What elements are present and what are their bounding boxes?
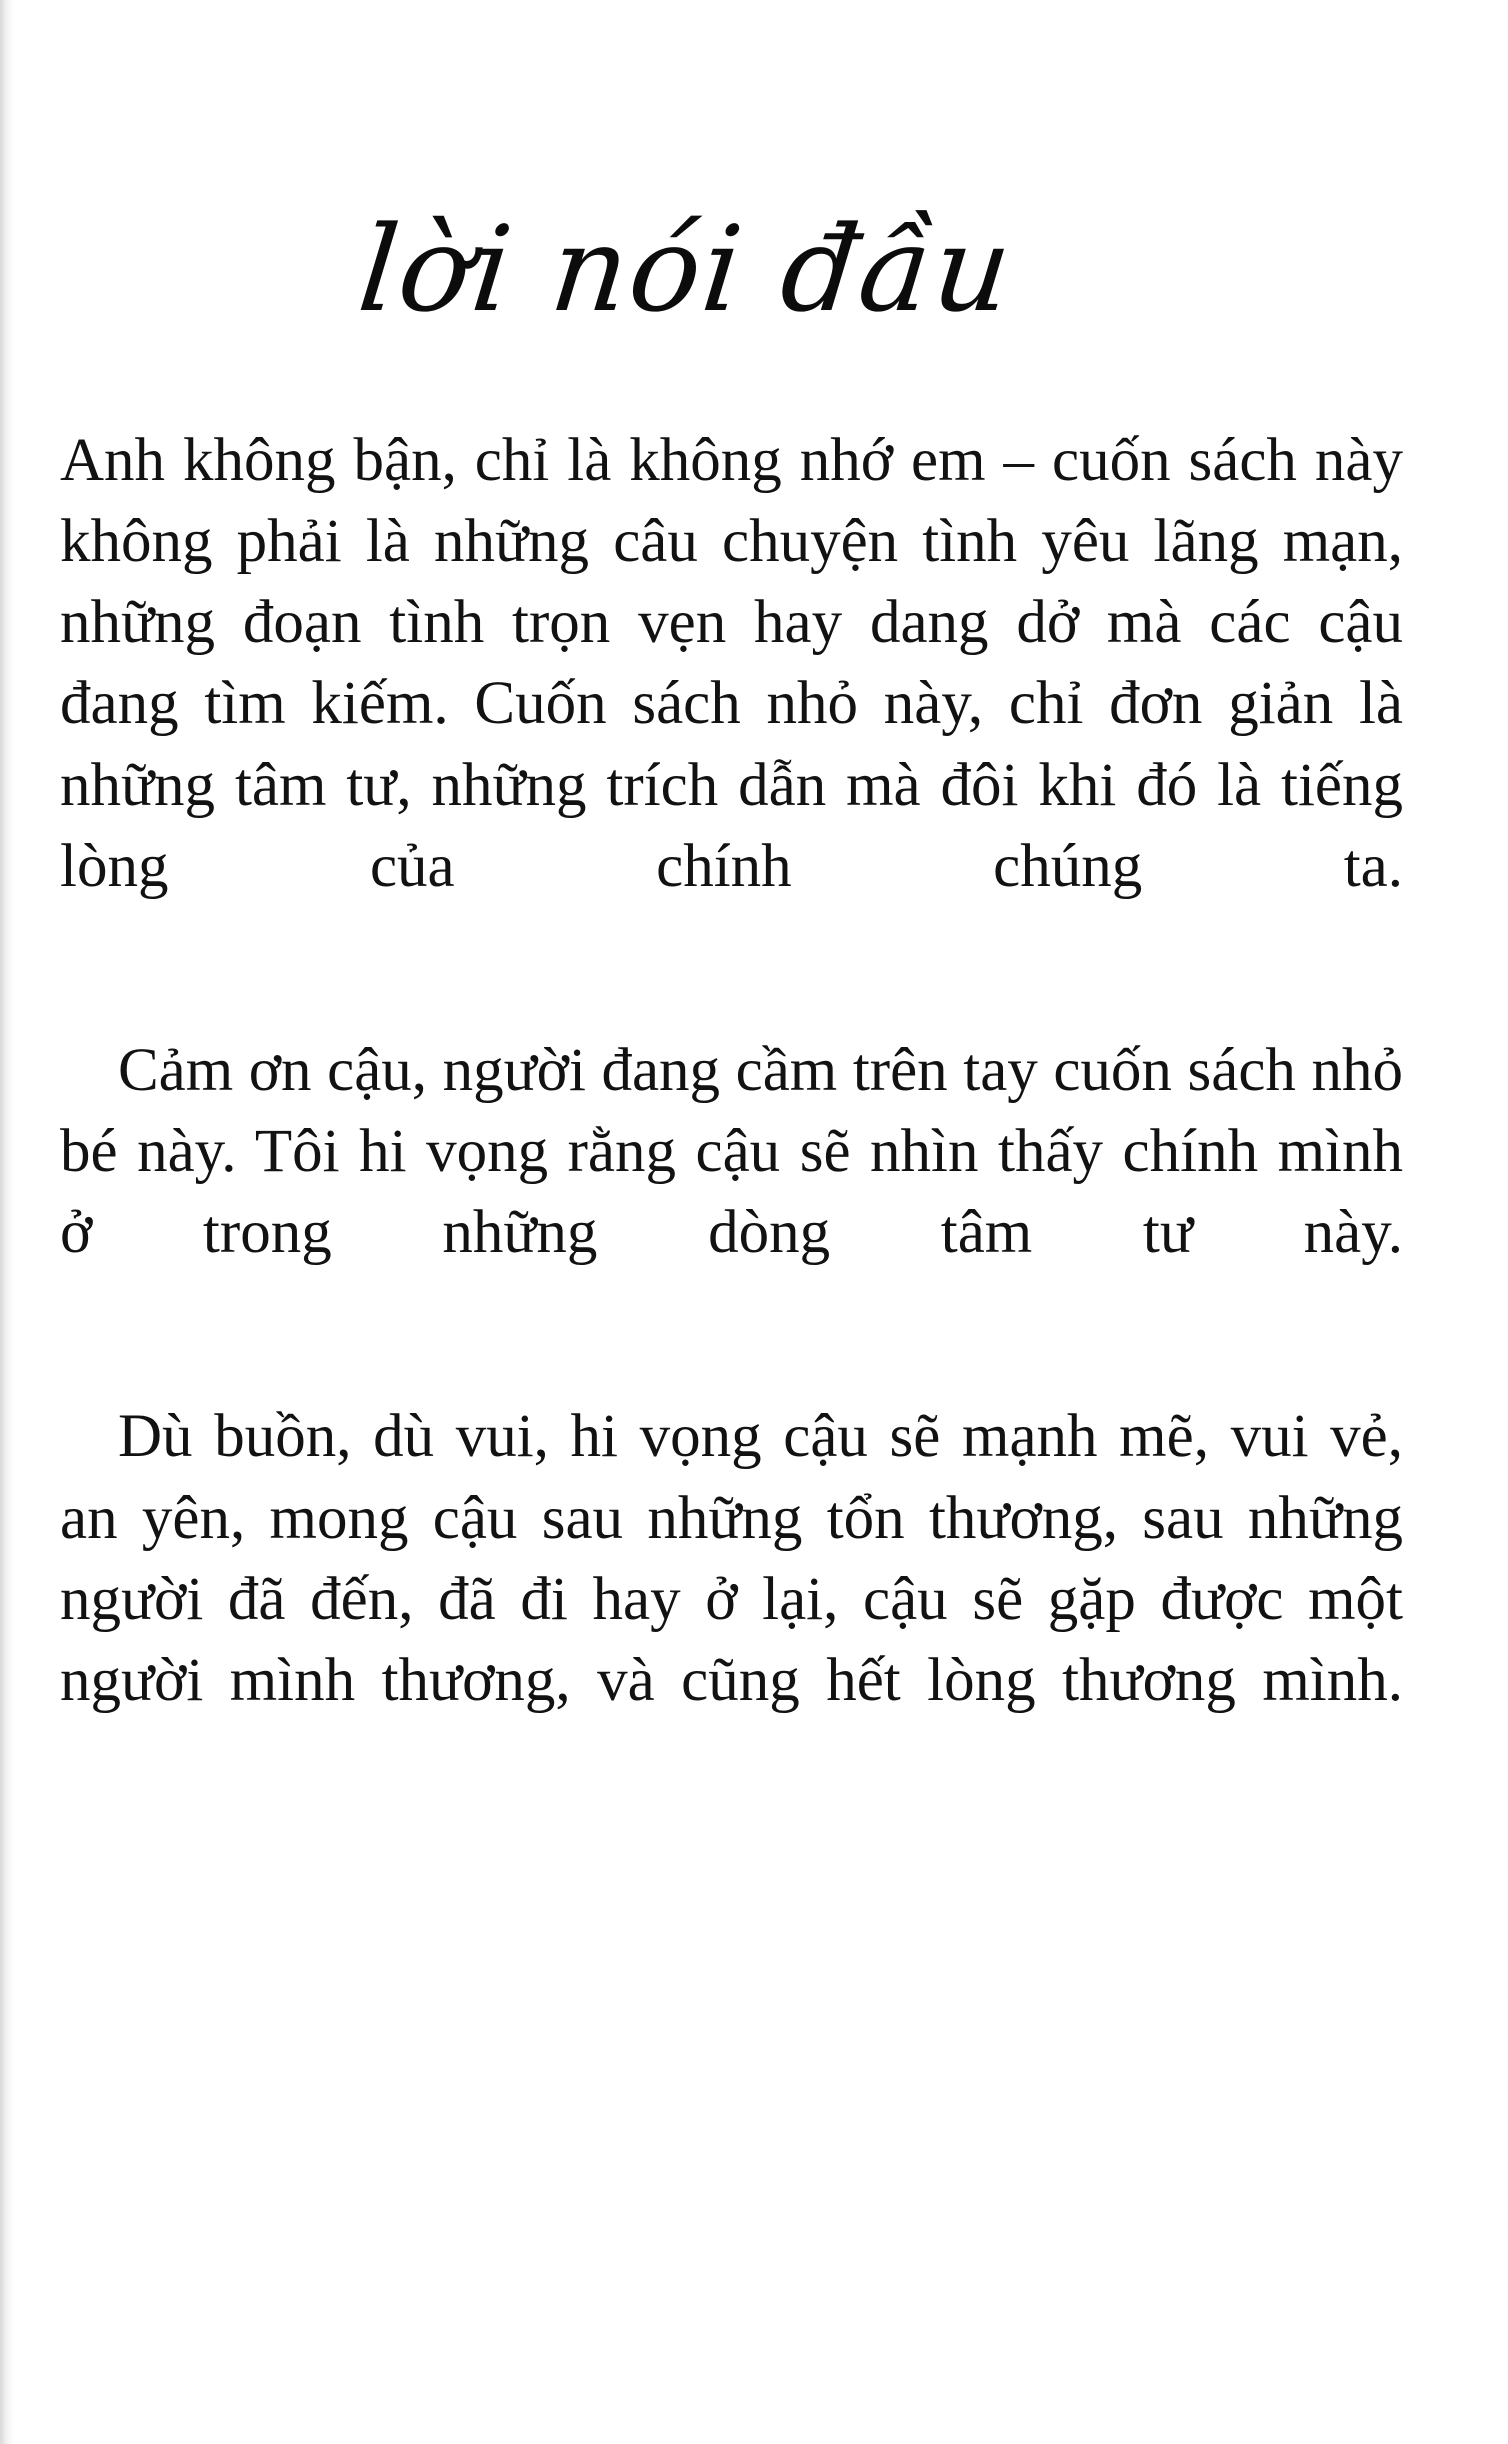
paragraph: Anh không bận, chỉ là không nhớ em – cuốn sách này không phải là những câu chuyện tình yêu lãng mạn, những đoạn tình trọn vẹn hay dang dở mà các cậu đang tìm kiếm. Cuốn sách nhỏ này, chỉ đơn giản là những tâm tư, những trích dẫn mà đôi khi đó là tiếng lòng của chính chúng ta. <box>60 427 1403 900</box>
body-text <box>60 420 1403 1802</box>
paragraph: Cảm ơn cậu, người đang cầm trên tay cuốn sách nhỏ bé này. Tôi hi vọng rằng cậu sẽ nhìn thấy chính mình ở trong những dòng tâm tư này. <box>60 1036 1403 1267</box>
paragraph: Dù buồn, dù vui, hi vọng cậu sẽ mạnh mẽ, vui vẻ, an yên, mong cậu sau những tổn thương, sau những người đã đến, đã đi hay ở lại, cậu sẽ gặp được một người mình thương, và cũng hết lòng thương mình. <box>60 1403 1403 1714</box>
page-title: lời nói đầu <box>352 200 1020 338</box>
